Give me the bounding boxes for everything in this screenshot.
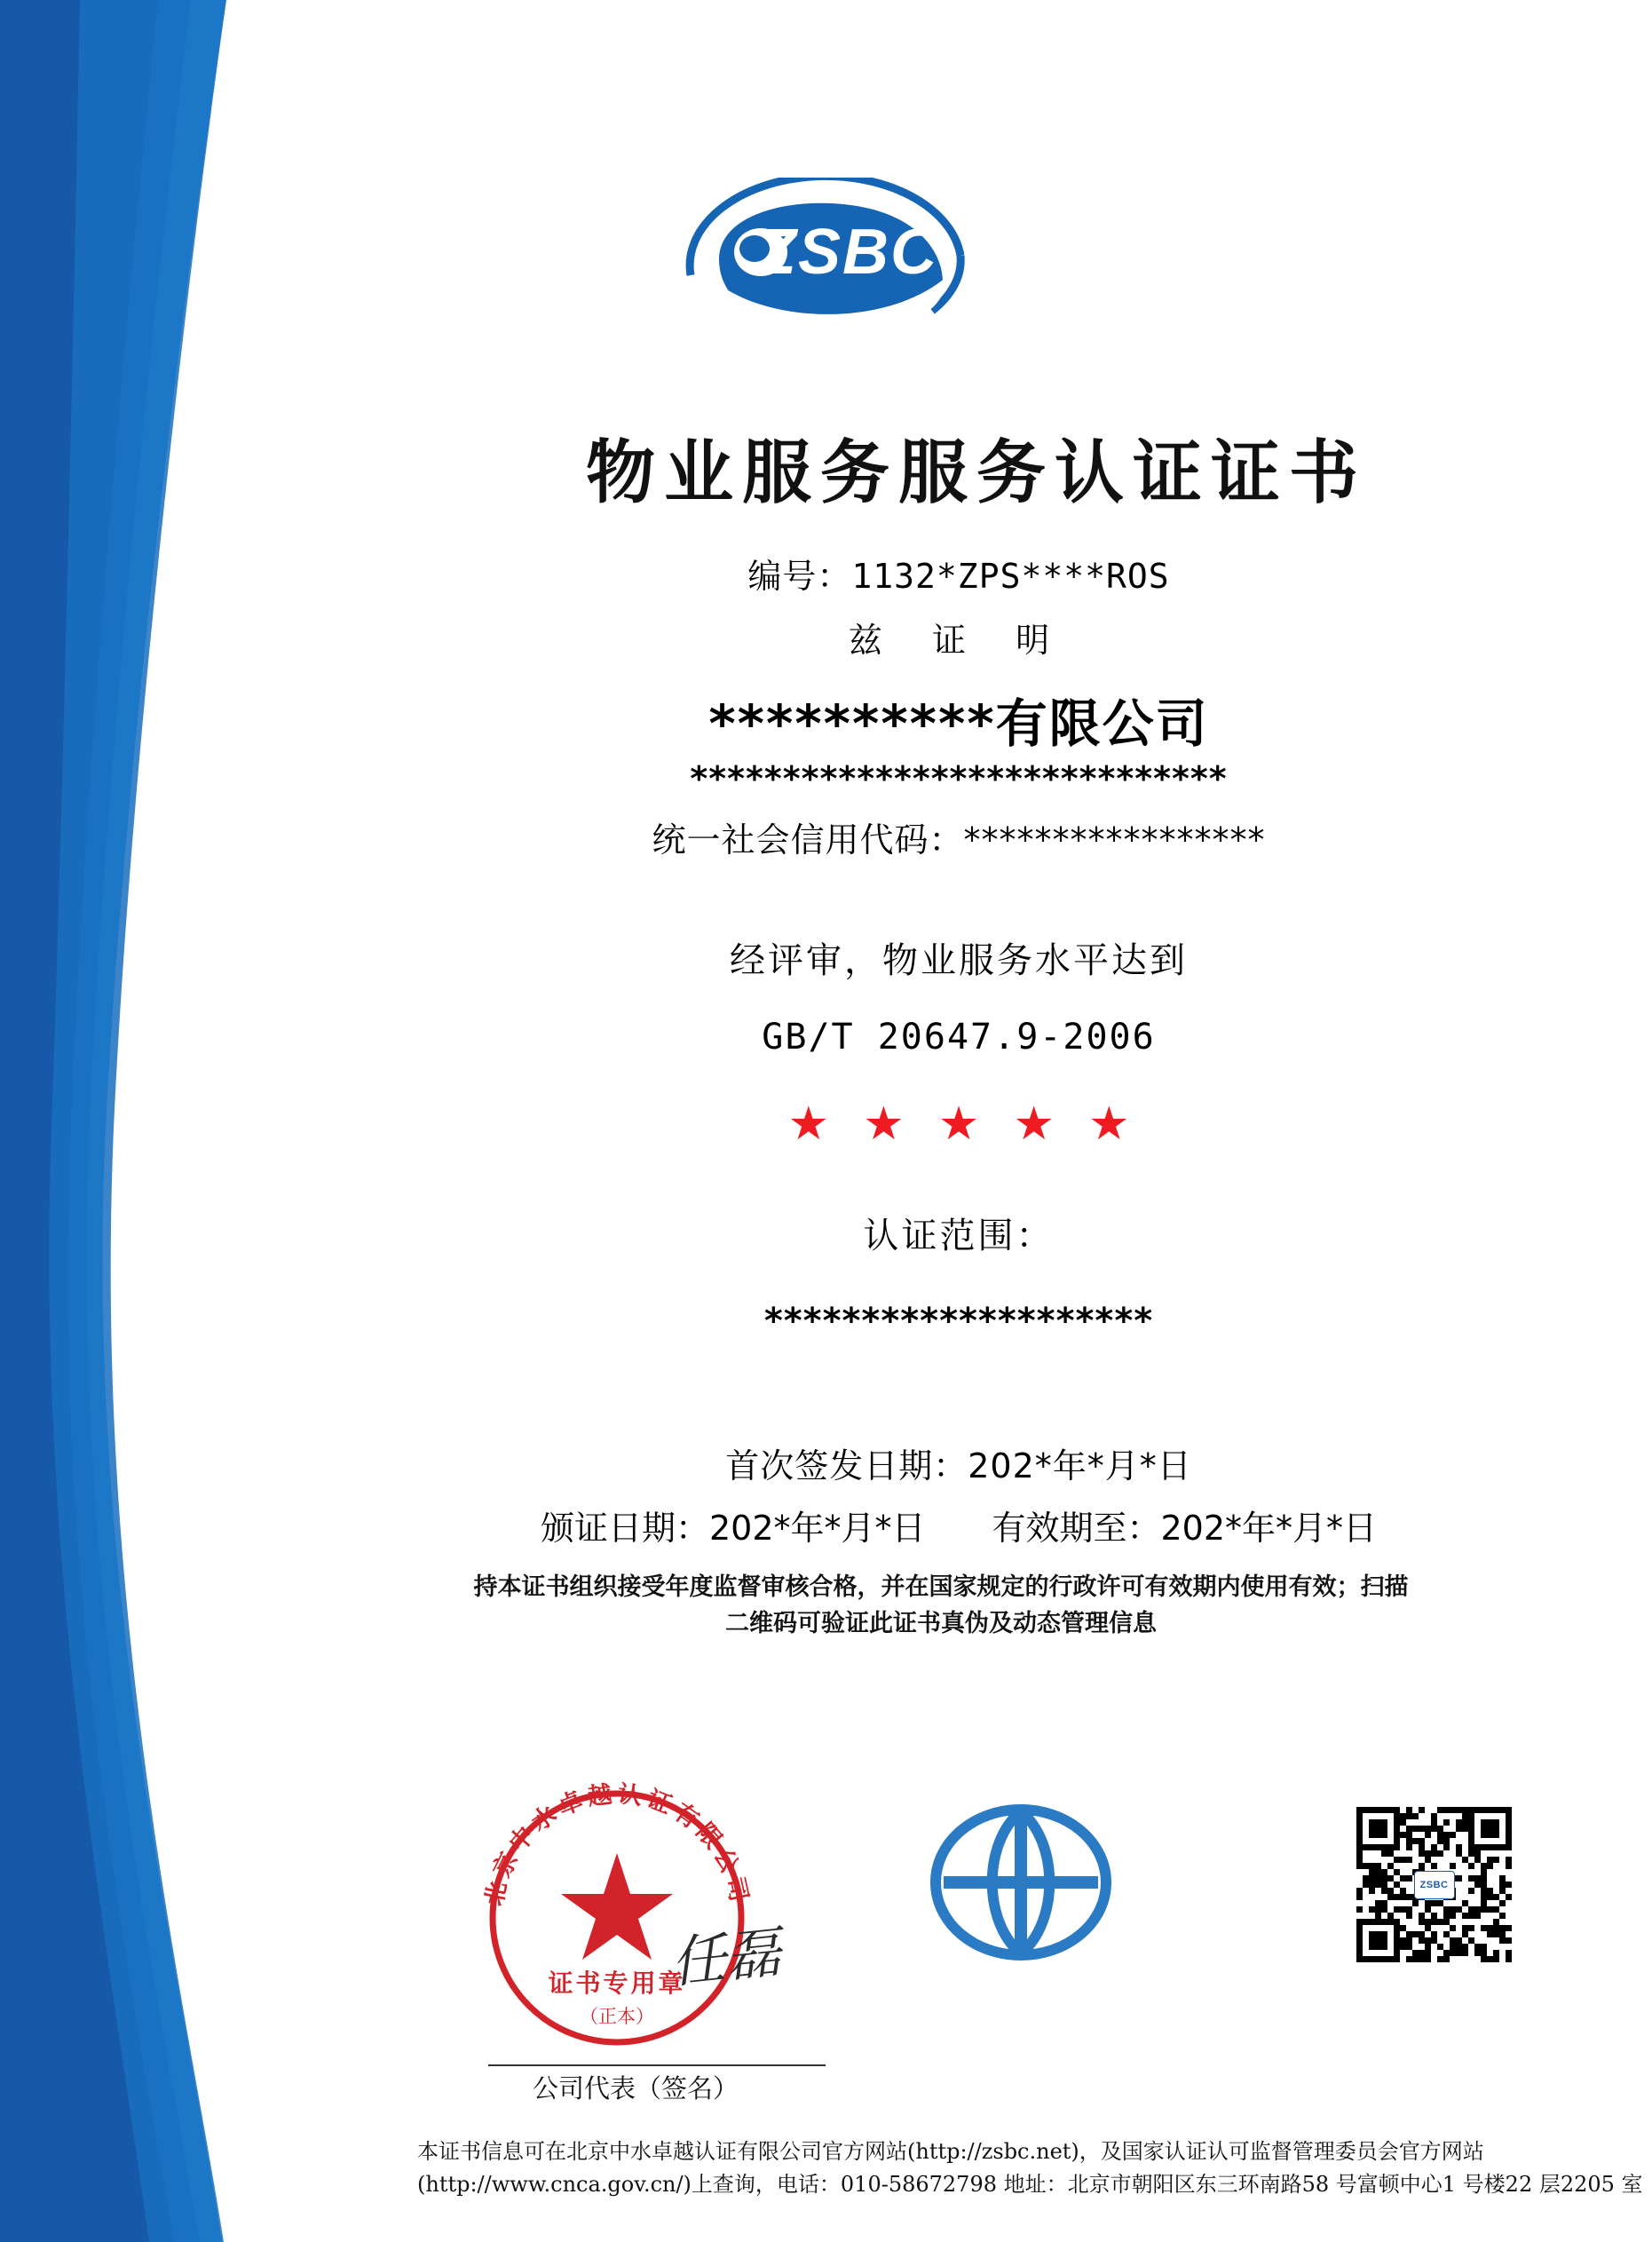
certificate-number-value: 1132*ZPS****ROS — [851, 557, 1170, 596]
verification-qr-code[interactable] — [1356, 1807, 1512, 1962]
svg-text:ZSBC: ZSBC — [757, 217, 938, 288]
star-icon: ★ — [787, 1098, 830, 1150]
representative-signature: 任磊 — [668, 1919, 785, 1996]
first-issue-date: 首次签发日期：202*年*月*日 — [725, 1446, 1192, 1485]
accreditation-mark-icon — [919, 1794, 1123, 1971]
svg-text:（正本）: （正本） — [580, 2006, 654, 2027]
decorative-ribbon — [0, 0, 462, 2242]
scope-label: 认证范围： — [863, 1216, 1055, 1256]
scope-value: ******************** — [763, 1301, 1154, 1342]
star-icon: ★ — [1013, 1098, 1055, 1150]
footer-line-2: (http://www.cnca.gov.cn/)上查询，电话：010-58672798 地址：北京市朝阳区东三环南路58 号富顿中心1 号楼22 层2205 室 — [417, 2172, 1643, 2198]
signature-line — [488, 2064, 826, 2066]
zsbc-logo — [666, 178, 985, 346]
representative-label: 公司代表（签名） — [533, 2073, 739, 2103]
svg-text:北京中水卓越认证有限公司: 北京中水卓越认证有限公司 — [480, 1780, 754, 1909]
star-icon: ★ — [1087, 1098, 1130, 1150]
hereby-certify-text: 兹 证 明 — [848, 621, 1070, 660]
dates-row — [541, 1501, 1377, 1549]
company-name: **********有限公司 — [708, 693, 1209, 754]
validity-note — [395, 1570, 1487, 1642]
credit-code-value: ***************** — [963, 820, 1266, 860]
credit-code-label: 统一社会信用代码： — [652, 820, 964, 860]
credit-code — [652, 812, 1265, 861]
validity-note-line-1: 持本证书组织接受年度监督审核合格，并在国家规定的行政许可有效期内使用有效；扫描 — [473, 1573, 1409, 1601]
page-title: 物业服务服务认证证书 — [585, 433, 1368, 513]
company-address: ***************************** — [690, 759, 1228, 798]
certificate-number — [747, 549, 1169, 598]
validity-note-line-2: 二维码可验证此证书真伪及动态管理信息 — [725, 1609, 1157, 1637]
footer-info — [417, 2135, 1643, 2201]
assessment-text: 经评审，物业服务水平达到 — [730, 940, 1188, 981]
zsbc-logo-icon — [666, 178, 985, 346]
certificate-number-label: 编号： — [747, 557, 852, 596]
svg-text:证书专用章: 证书专用章 — [548, 1969, 686, 1998]
star-icon: ★ — [863, 1098, 905, 1150]
standard-code: GB/T 20647.9-2006 — [762, 1017, 1156, 1058]
qr-center-logo: ZSBC — [1414, 1871, 1455, 1899]
star-icon: ★ — [937, 1098, 980, 1150]
valid-until-date: 有效期至：202*年*月*日 — [992, 1509, 1378, 1548]
star-rating — [787, 1098, 1130, 1150]
footer-line-1: 本证书信息可在北京中水卓越认证有限公司官方网站(http://zsbc.net)，及国家认证认可监督管理委员会官方网站 — [417, 2139, 1484, 2164]
issue-date: 颁证日期：202*年*月*日 — [540, 1509, 926, 1548]
